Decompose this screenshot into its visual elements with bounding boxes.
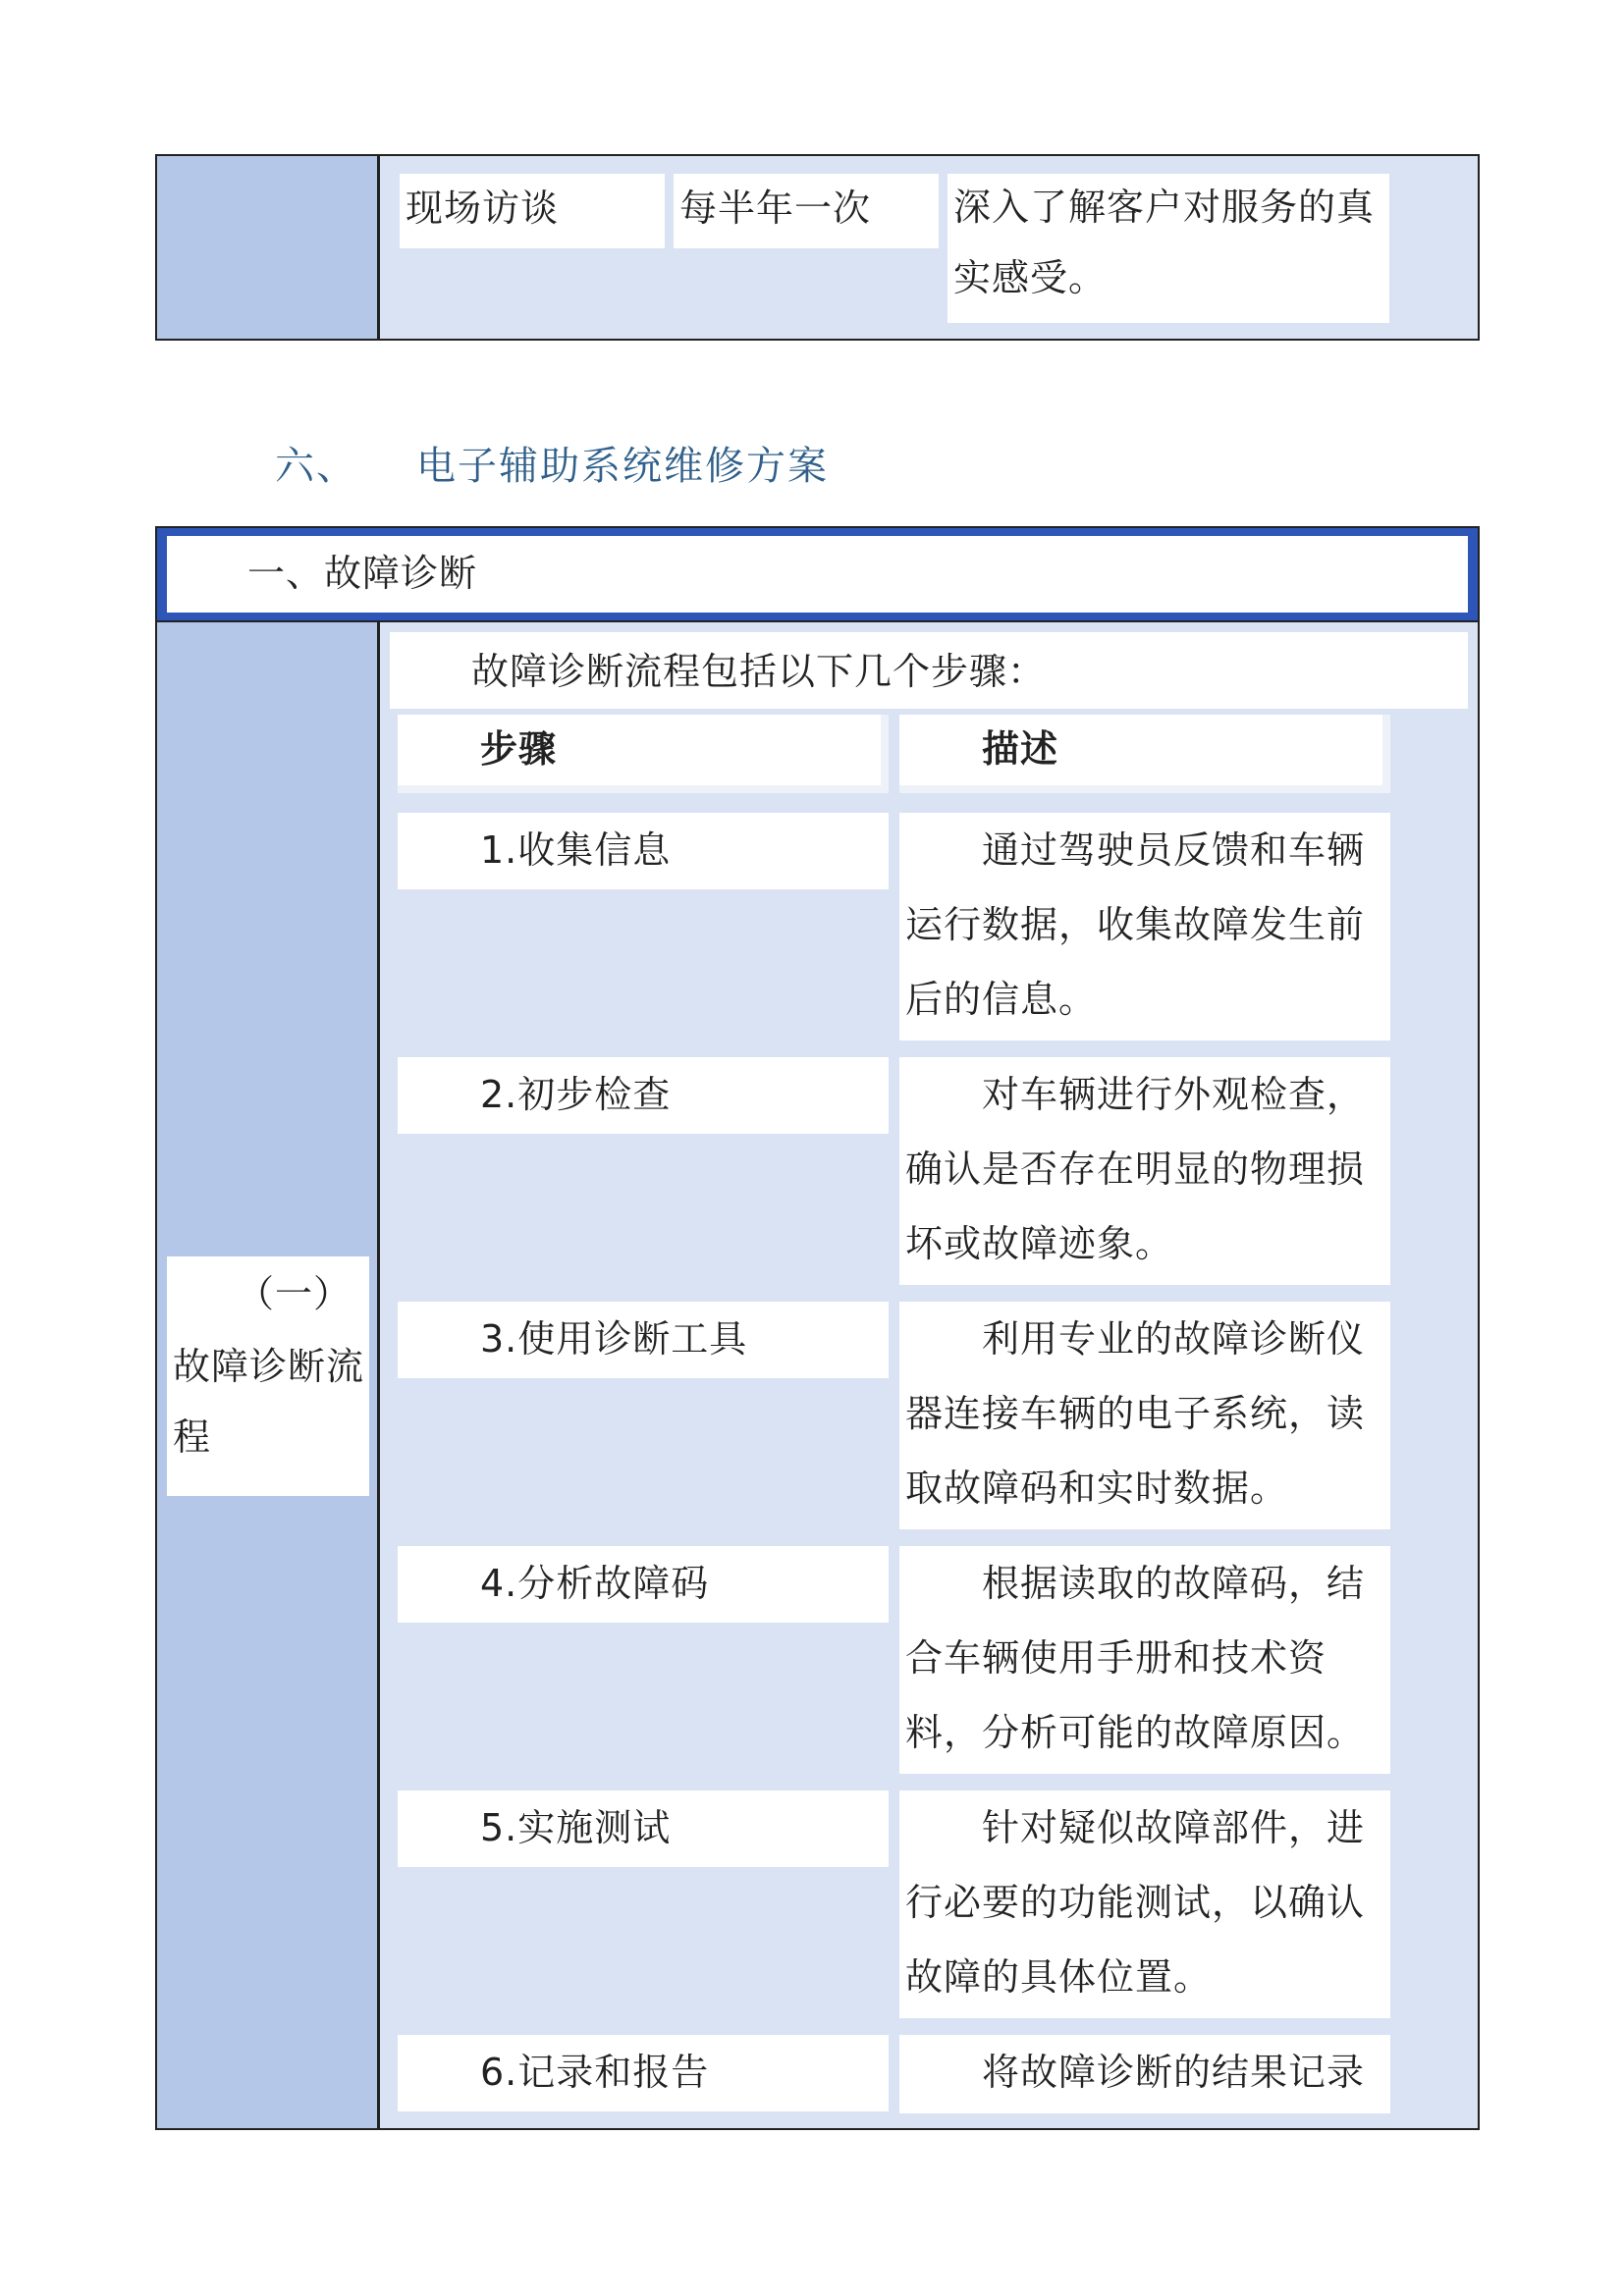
- desc-line: 坏或故障迹象。: [905, 1222, 1174, 1265]
- desc-header-text: 描述: [982, 727, 1059, 771]
- subsection-title-line-2: 程: [173, 1415, 212, 1459]
- desc-line: 器连接车辆的电子系统，读: [905, 1392, 1366, 1435]
- step-text: 5.实施测试: [480, 1806, 672, 1849]
- desc-column-header: [899, 715, 1390, 793]
- section-title: 电子辅助系统维修方案: [416, 444, 829, 489]
- frequency-text: 每半年一次: [679, 187, 872, 230]
- intro-cell: [390, 632, 1468, 709]
- step-cell: [398, 1302, 889, 1378]
- desc-cell: [899, 2035, 1390, 2113]
- desc-line: 对车辆进行外观检查，: [982, 1073, 1366, 1116]
- purpose-line-1: 深入了解客户对服务的真: [953, 186, 1376, 229]
- desc-line: 后的信息。: [905, 978, 1098, 1021]
- subsection-label: [167, 1256, 369, 1496]
- step-text: 4.分析故障码: [480, 1562, 710, 1605]
- desc-line: 取故障码和实时数据。: [905, 1467, 1289, 1510]
- intro-text: 故障诊断流程包括以下几个步骤：: [471, 650, 1047, 693]
- desc-line: 运行数据，收集故障发生前: [905, 903, 1366, 946]
- desc-line: 确认是否存在明显的物理损: [905, 1148, 1366, 1191]
- desc-line: 合车辆使用手册和技术资: [905, 1636, 1327, 1680]
- desc-line: 故障的具体位置。: [905, 1955, 1213, 1999]
- step-column-header: [398, 715, 889, 793]
- continuation-left-cell: [157, 156, 377, 339]
- step-header-text: 步骤: [480, 727, 558, 771]
- method-cell: [400, 174, 665, 248]
- purpose-cell: [947, 174, 1389, 323]
- step-cell: [398, 1790, 889, 1867]
- step-text: 3.使用诊断工具: [480, 1317, 748, 1361]
- step-cell: [398, 2035, 889, 2111]
- step-text: 1.收集信息: [480, 828, 672, 872]
- desc-line: 料，分析可能的故障原因。: [905, 1711, 1366, 1754]
- subsection-title-line-1: 故障诊断流: [173, 1345, 365, 1388]
- desc-cell: [899, 1302, 1390, 1529]
- desc-line: 将故障诊断的结果记录: [982, 2051, 1366, 2094]
- frequency-cell: [674, 174, 939, 248]
- subsection-number: （一）: [236, 1272, 352, 1315]
- step-cell: [398, 1057, 889, 1134]
- desc-line: 针对疑似故障部件，进: [982, 1806, 1366, 1849]
- section-number: 六、: [275, 444, 357, 489]
- desc-cell: [899, 1057, 1390, 1285]
- desc-line: 利用专业的故障诊断仪: [982, 1317, 1366, 1361]
- step-text: 2.初步检查: [480, 1073, 672, 1116]
- desc-cell: [899, 1790, 1390, 2018]
- method-text: 现场访谈: [406, 187, 560, 230]
- section-heading: [275, 432, 829, 501]
- desc-line: 根据读取的故障码，结: [982, 1562, 1366, 1605]
- desc-cell: [899, 813, 1390, 1041]
- desc-line: 行必要的功能测试，以确认: [905, 1881, 1366, 1924]
- table-header-text: 一、故障诊断: [247, 552, 478, 595]
- desc-cell: [899, 1546, 1390, 1774]
- desc-line: 通过驾驶员反馈和车辆: [982, 828, 1366, 872]
- step-text: 6.记录和报告: [480, 2051, 710, 2094]
- purpose-line-2: 实感受。: [953, 256, 1108, 299]
- step-cell: [398, 813, 889, 889]
- step-cell: [398, 1546, 889, 1623]
- table-header-cell: [167, 536, 1468, 613]
